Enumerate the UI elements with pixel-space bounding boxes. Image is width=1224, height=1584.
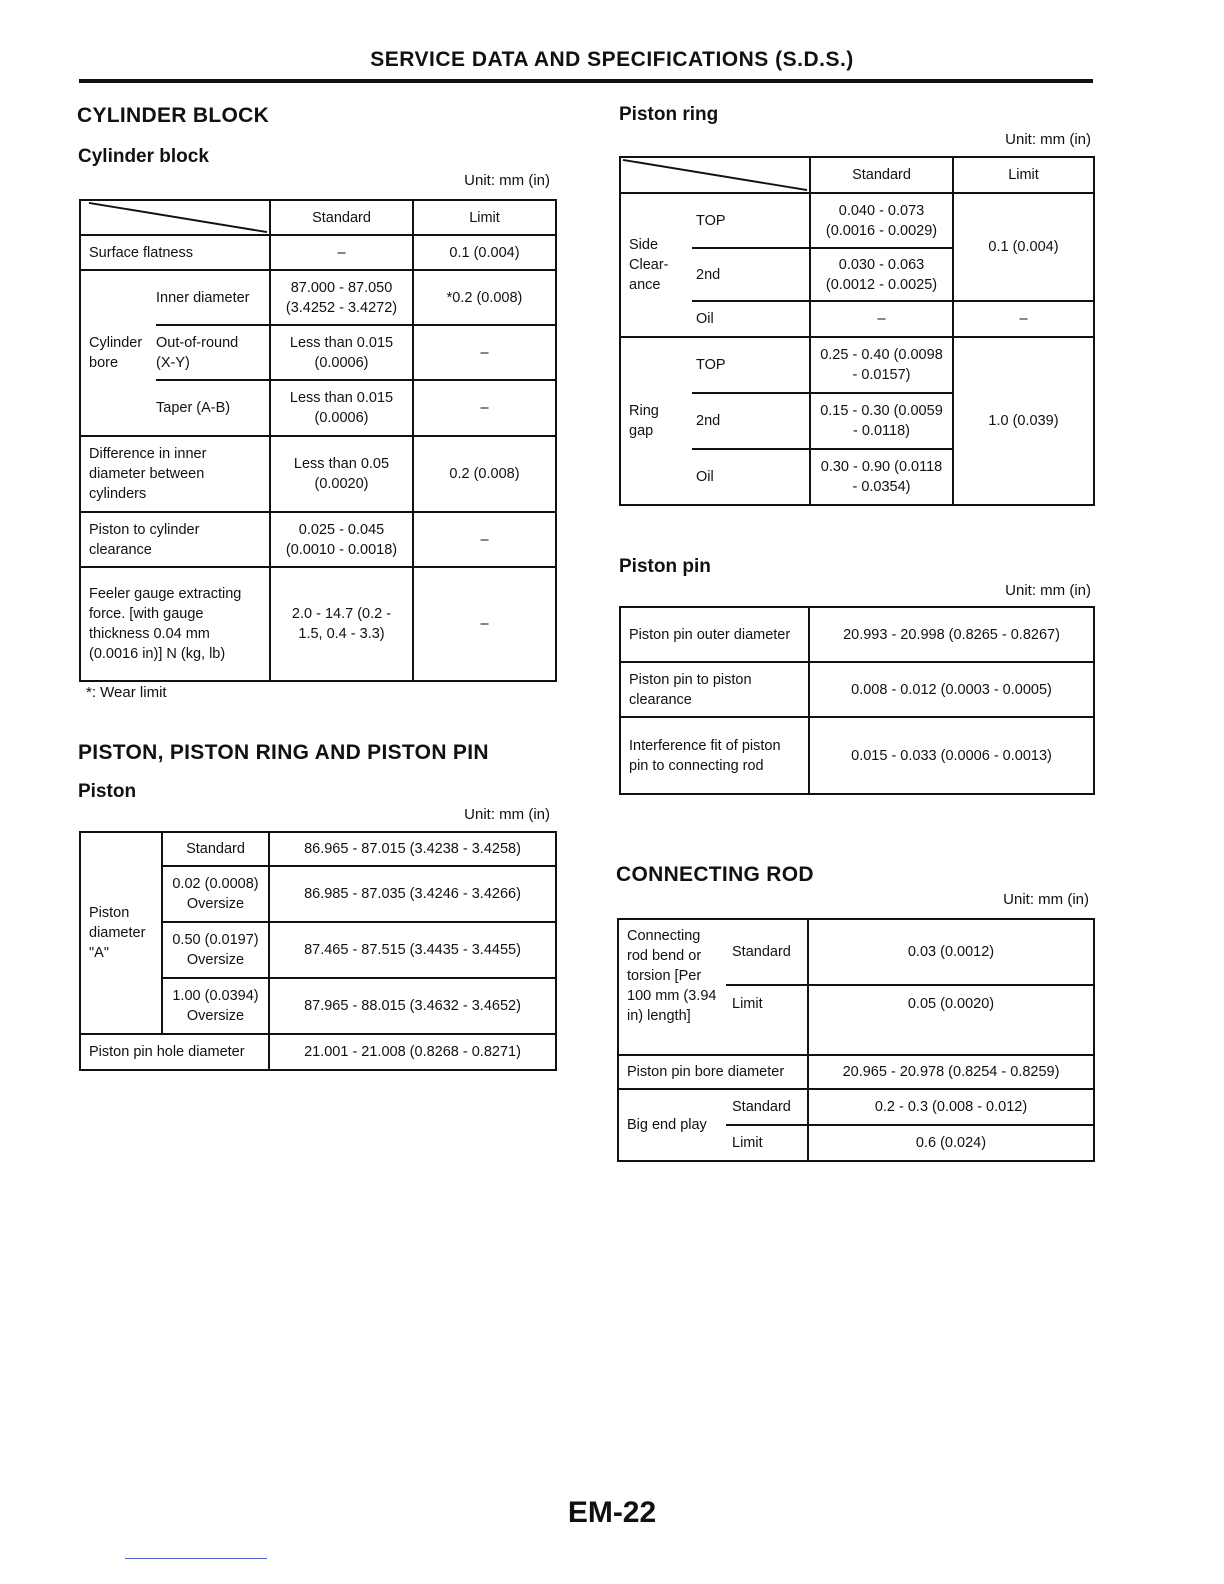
piston-unit: Unit: mm (in) bbox=[464, 806, 550, 823]
piston-pin-row-value: 0.008 - 0.012 (0.0003 - 0.0005) bbox=[809, 662, 1094, 717]
piston-ring-subheading: Piston ring bbox=[619, 104, 719, 125]
side-clearance-label: Side Clear- ance bbox=[620, 193, 692, 337]
side-oil-label: Oil bbox=[692, 301, 810, 337]
gap-oil-standard: 0.30 - 0.90 (0.0118 - 0.0354) bbox=[810, 449, 953, 505]
piston-ring-unit: Unit: mm (in) bbox=[1005, 131, 1091, 148]
piston-table bbox=[79, 831, 557, 1071]
big-end-limit-label: Limit bbox=[726, 1125, 808, 1161]
surface-flatness-standard: – bbox=[270, 235, 413, 270]
header-rule bbox=[79, 79, 1093, 83]
surface-flatness-limit: 0.1 (0.004) bbox=[413, 235, 556, 270]
taper-standard: Less than 0.015 (0.0006) bbox=[270, 380, 413, 436]
cylinder-block-table bbox=[79, 199, 557, 682]
out-of-round-limit: – bbox=[413, 325, 556, 380]
feeler-limit: – bbox=[413, 567, 556, 681]
piston-clearance-limit: – bbox=[413, 512, 556, 567]
diagonal-header-cell bbox=[80, 200, 270, 235]
ring-gap-label: Ring gap bbox=[620, 337, 692, 505]
gap-top-label: TOP bbox=[692, 337, 810, 393]
piston-pin-row-label: Interference fit of piston pin to connecting rod bbox=[620, 717, 809, 794]
piston-pin-row-value: 0.015 - 0.033 (0.0006 - 0.0013) bbox=[809, 717, 1094, 794]
piston-row-value: 87.465 - 87.515 (3.4435 - 3.4455) bbox=[269, 922, 556, 978]
gap-2nd-standard: 0.15 - 0.30 (0.0059 - 0.0118) bbox=[810, 393, 953, 449]
inner-diameter-standard: 87.000 - 87.050 (3.4252 - 3.4272) bbox=[270, 270, 413, 325]
col-limit: Limit bbox=[953, 157, 1094, 193]
piston-row-value: 86.985 - 87.035 (3.4246 - 3.4266) bbox=[269, 866, 556, 922]
difference-limit: 0.2 (0.008) bbox=[413, 436, 556, 512]
inner-diameter-limit: *0.2 (0.008) bbox=[413, 270, 556, 325]
page-title: SERVICE DATA AND SPECIFICATIONS (S.D.S.) bbox=[370, 48, 854, 71]
rod-bend-label: Connecting rod bend or torsion [Per 100 mm (3.94 in) length] bbox=[618, 919, 726, 1055]
gap-2nd-label: 2nd bbox=[692, 393, 810, 449]
piston-pin-subheading: Piston pin bbox=[619, 556, 711, 577]
side-2nd-standard: 0.030 - 0.063 (0.0012 - 0.0025) bbox=[810, 248, 953, 301]
big-end-label: Big end play bbox=[618, 1089, 726, 1161]
col-standard: Standard bbox=[810, 157, 953, 193]
piston-clearance-label: Piston to cylinder clearance bbox=[80, 512, 270, 567]
bend-standard-label: Standard bbox=[726, 919, 808, 985]
side-oil-limit: – bbox=[953, 301, 1094, 337]
inner-diameter-label: Inner diameter bbox=[156, 270, 270, 325]
pin-hole-label: Piston pin hole diameter bbox=[80, 1034, 269, 1070]
feeler-standard: 2.0 - 14.7 (0.2 - 1.5, 0.4 - 3.3) bbox=[270, 567, 413, 681]
side-oil-standard: – bbox=[810, 301, 953, 337]
bend-standard-value: 0.03 (0.0012) bbox=[808, 919, 1094, 985]
difference-standard: Less than 0.05 (0.0020) bbox=[270, 436, 413, 512]
cylinder-block-unit: Unit: mm (in) bbox=[464, 172, 550, 189]
side-limit: 0.1 (0.004) bbox=[953, 193, 1094, 301]
piston-row-label: 0.50 (0.0197) Oversize bbox=[162, 922, 269, 978]
taper-limit: – bbox=[413, 380, 556, 436]
side-top-standard: 0.040 - 0.073 (0.0016 - 0.0029) bbox=[810, 193, 953, 248]
side-2nd-label: 2nd bbox=[692, 248, 810, 301]
footer-line bbox=[125, 1558, 267, 1559]
piston-row-value: 86.965 - 87.015 (3.4238 - 3.4258) bbox=[269, 832, 556, 866]
piston-pin-row-value: 20.993 - 20.998 (0.8265 - 0.8267) bbox=[809, 607, 1094, 662]
piston-clearance-standard: 0.025 - 0.045 (0.0010 - 0.0018) bbox=[270, 512, 413, 567]
taper-label: Taper (A-B) bbox=[156, 380, 270, 436]
difference-label: Difference in inner diameter between cylinders bbox=[80, 436, 270, 512]
piston-pin-table bbox=[619, 606, 1095, 795]
piston-row-label: Standard bbox=[162, 832, 269, 866]
connecting-rod-table bbox=[617, 918, 1095, 1162]
bend-limit-value: 0.05 (0.0020) bbox=[808, 985, 1094, 1055]
pin-bore-label: Piston pin bore diameter bbox=[618, 1055, 808, 1089]
pin-hole-value: 21.001 - 21.008 (0.8268 - 0.8271) bbox=[269, 1034, 556, 1070]
piston-subheading: Piston bbox=[78, 781, 137, 802]
col-limit: Limit bbox=[413, 200, 556, 235]
big-end-standard-value: 0.2 - 0.3 (0.008 - 0.012) bbox=[808, 1089, 1094, 1125]
col-standard: Standard bbox=[270, 200, 413, 235]
page-number: EM-22 bbox=[567, 1496, 657, 1529]
big-end-limit-value: 0.6 (0.024) bbox=[808, 1125, 1094, 1161]
out-of-round-label: Out-of-round (X-Y) bbox=[156, 325, 270, 380]
piston-pin-row-label: Piston pin to piston clearance bbox=[620, 662, 809, 717]
piston-pin-row-label: Piston pin outer diameter bbox=[620, 607, 809, 662]
piston-row-value: 87.965 - 88.015 (3.4632 - 3.4652) bbox=[269, 978, 556, 1034]
piston-row-label: 1.00 (0.0394) Oversize bbox=[162, 978, 269, 1034]
big-end-standard-label: Standard bbox=[726, 1089, 808, 1125]
connecting-rod-heading: CONNECTING ROD bbox=[616, 863, 814, 886]
cylinder-block-subheading: Cylinder block bbox=[78, 146, 209, 167]
diagonal-header-cell bbox=[620, 157, 810, 193]
gap-top-standard: 0.25 - 0.40 (0.0098 - 0.0157) bbox=[810, 337, 953, 393]
surface-flatness-label: Surface flatness bbox=[80, 235, 270, 270]
piston-pin-unit: Unit: mm (in) bbox=[1005, 582, 1091, 599]
gap-oil-label: Oil bbox=[692, 449, 810, 505]
cylinder-bore-label: Cylinder bore bbox=[80, 270, 156, 436]
connecting-rod-unit: Unit: mm (in) bbox=[1003, 891, 1089, 908]
piston-row-label: 0.02 (0.0008) Oversize bbox=[162, 866, 269, 922]
wear-limit-note: *: Wear limit bbox=[86, 684, 167, 701]
piston-diameter-label: Piston diameter "A" bbox=[80, 832, 162, 1034]
piston-ring-table bbox=[619, 156, 1095, 506]
out-of-round-standard: Less than 0.015 (0.0006) bbox=[270, 325, 413, 380]
cylinder-block-heading: CYLINDER BLOCK bbox=[77, 104, 270, 127]
side-top-label: TOP bbox=[692, 193, 810, 248]
bend-limit-label: Limit bbox=[726, 985, 808, 1055]
feeler-label: Feeler gauge extracting force. [with gauge thickness 0.04 mm (0.0016 in)] N (kg, lb) bbox=[80, 567, 270, 681]
pin-bore-value: 20.965 - 20.978 (0.8254 - 0.8259) bbox=[808, 1055, 1094, 1089]
gap-limit: 1.0 (0.039) bbox=[953, 337, 1094, 505]
piston-section-heading: PISTON, PISTON RING AND PISTON PIN bbox=[78, 741, 489, 764]
